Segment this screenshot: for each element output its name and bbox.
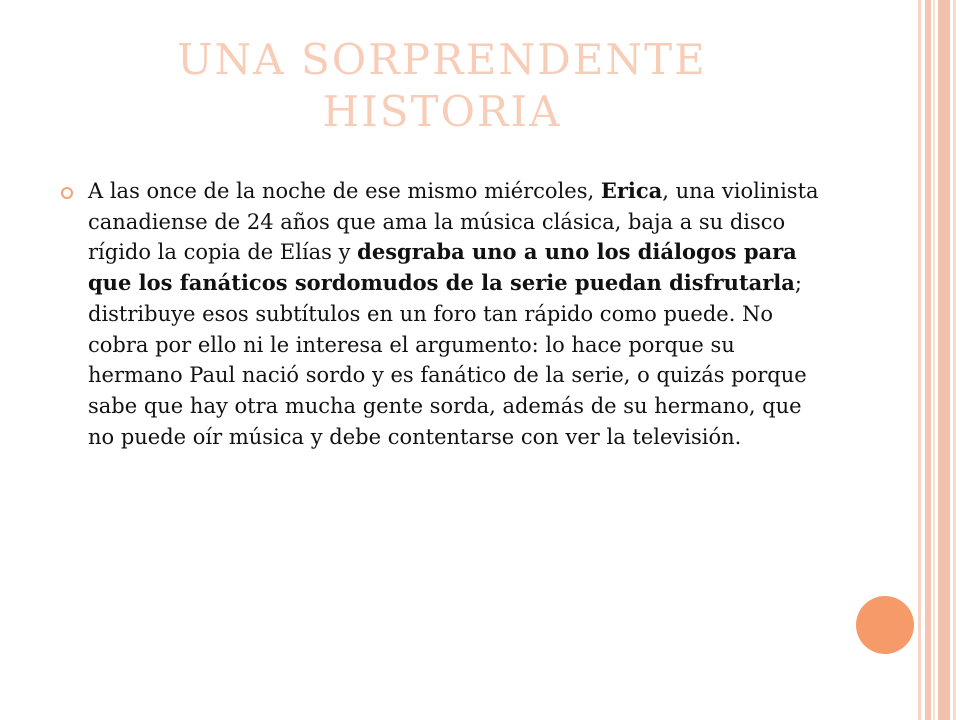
slide-title-line-1: UNA SORPRENDENTE (177, 35, 707, 84)
decorative-stripe (933, 0, 935, 720)
bullet-text-segment: A las once de la noche de ese mismo miércoles, (88, 179, 601, 203)
decorative-stripe (953, 0, 956, 720)
accent-circle (856, 596, 914, 654)
slide-body (60, 176, 832, 452)
decorative-stripe (918, 0, 921, 720)
bullet-text-segment: , una violinista canadiense de 24 años que ama la música clásica, baja a su disco rígido la copia de Elías y (88, 179, 819, 265)
decorative-stripe (925, 0, 931, 720)
bullet-text-bold-name: Erica (600, 178, 663, 203)
bullet-text-segment: ; distribuye esos subtítulos en un foro tan rápido como puede. No cobra por ello ni le interesa el argumento: lo hace porque su hermano Paul nació sordo y es fanático de la serie, o quizás porque sabe que hay otra mucha gente sorda, además de su hermano, que no puede oír música y debe contentarse con ver la televisión. (88, 271, 807, 449)
slide-title (80, 34, 804, 138)
decorative-stripe (938, 0, 950, 720)
bullet-item (60, 176, 832, 452)
bullet-text-bold-phrase: desgraba uno a uno los diálogos para que los fanáticos sordomudos de la serie puedan disfrutarla (88, 239, 797, 296)
bullet-text (88, 176, 832, 452)
bullet-ring-icon (61, 187, 73, 199)
slide-title-line-2: HISTORIA (322, 87, 562, 136)
